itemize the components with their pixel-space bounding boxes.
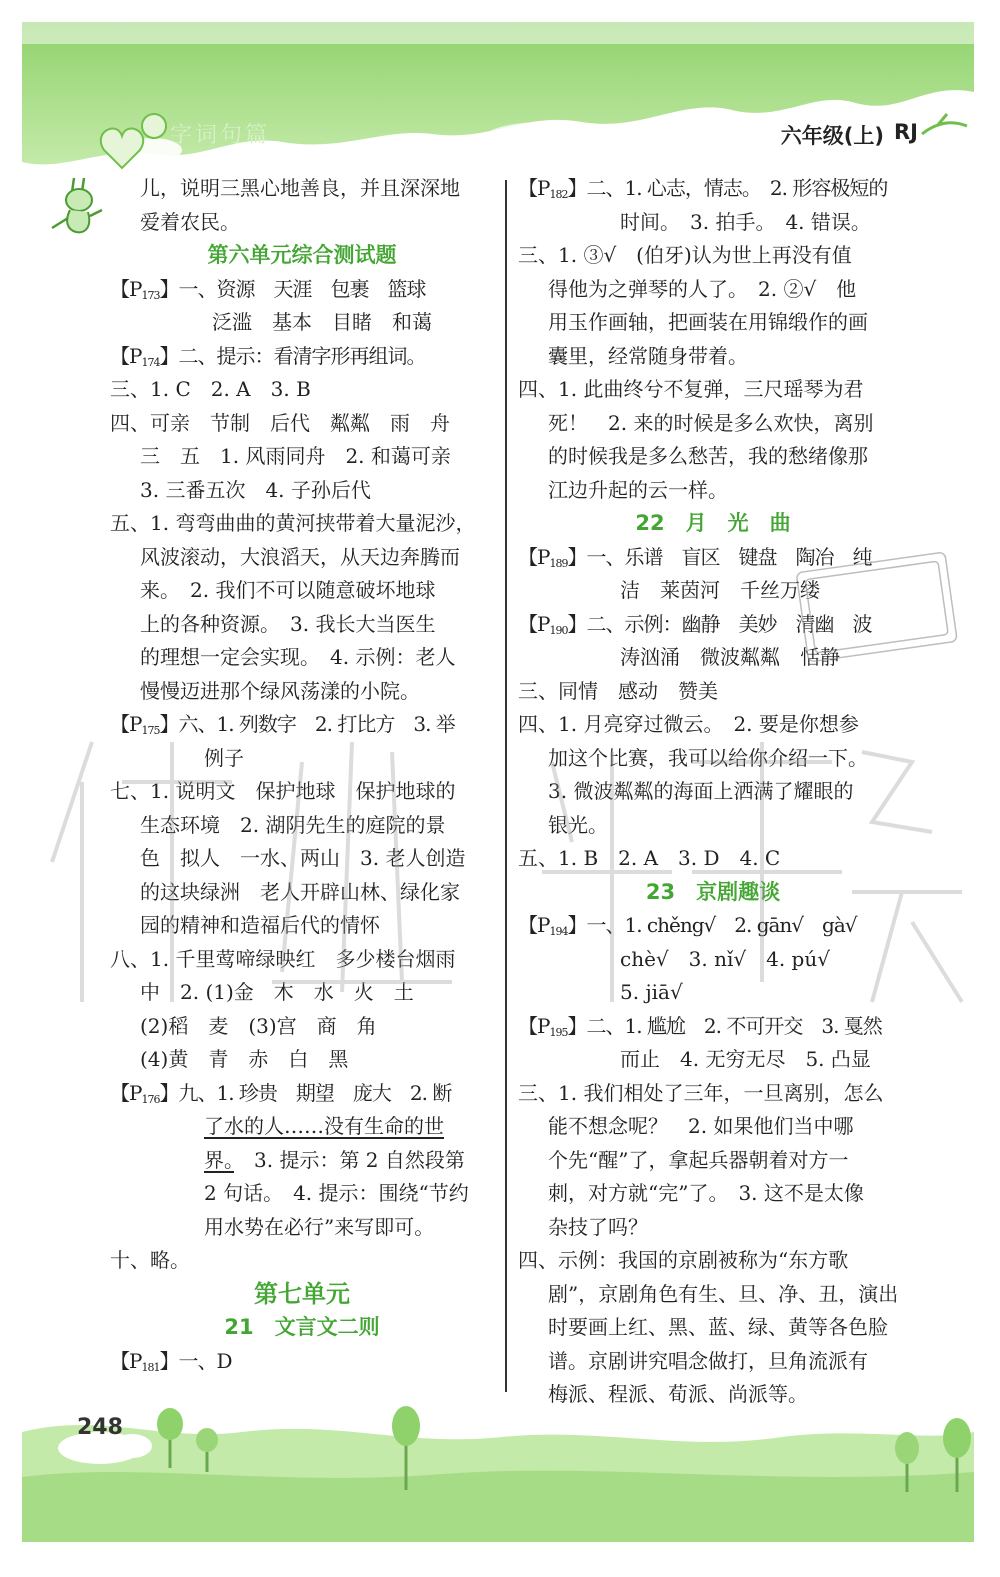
page-ref: 【P <box>518 611 550 636</box>
page-ref: 【P <box>518 544 550 569</box>
answer-line <box>110 541 494 575</box>
answer-text: 加这个比赛，我可以给你介绍一下。 <box>548 745 868 770</box>
answer-line <box>518 1278 908 1312</box>
answer-line <box>110 273 494 307</box>
answer-text: (2)稻 麦 (3)宫 商 角 <box>140 1013 377 1038</box>
answer-text: 园的精神和造福后代的情怀 <box>140 913 380 937</box>
answer-line <box>518 1043 908 1077</box>
answer-line <box>110 1144 494 1178</box>
left-column <box>110 172 494 1378</box>
rabbit-mascot-icon <box>46 170 106 240</box>
page-ref: 【P <box>110 276 142 301</box>
answer-text: 三 五 1. 风雨同舟 2. 和蔼可亲 <box>140 444 451 468</box>
answer-line <box>110 1010 494 1044</box>
answer-line <box>518 273 908 307</box>
answer-line <box>110 742 494 776</box>
answer-text: 了水的人……没有生命的世 <box>204 1114 444 1138</box>
answer-text: 四、1. 此曲终兮不复弹，三尺瑶琴为君 <box>518 377 864 401</box>
answer-text: 囊里，经常随身带着。 <box>548 343 748 368</box>
answer-line <box>518 775 908 809</box>
answer-line <box>110 1177 494 1211</box>
answer-text: 】九、1. 珍贵 期望 庞大 2. 断 <box>159 1080 452 1105</box>
page-ref-number: 189 <box>549 556 568 570</box>
answer-line <box>110 842 494 876</box>
answer-text: 生态环境 2. 湖阴先生的庭院的景 <box>140 812 446 837</box>
answer-text: 个先“醒”了，拿起兵器朝着对方一 <box>548 1147 849 1172</box>
edition-label: RJ <box>894 120 918 144</box>
answer-line <box>518 373 908 407</box>
answer-text: 儿，说明三黑心地善良，并且深深地 <box>140 176 460 200</box>
answer-text: 】二、提示：看清字形再组词。 <box>159 343 426 368</box>
answer-line <box>518 1311 908 1345</box>
answer-line <box>518 474 908 508</box>
section-heading: 22 月 光 曲 <box>635 511 791 535</box>
answer-line <box>518 1177 908 1211</box>
stamp-mark <box>792 552 962 667</box>
answer-text: 的这块绿洲 老人开辟山林、绿化家 <box>140 879 460 904</box>
column-divider <box>505 180 507 1392</box>
answer-text: 】一、1. chěng√ 2. gān√ gà√ <box>567 913 857 937</box>
answer-text: 5. jiā√ <box>620 980 683 1004</box>
answer-text: 四、1. 月亮穿过微云。 2. 要是你想参 <box>518 712 859 736</box>
answer-line <box>110 1110 494 1144</box>
answer-text: 谱。京剧讲究唱念做打，旦角流派有 <box>548 1348 868 1373</box>
answer-text: 七、1. 说明文 保护地球 保护地球的 <box>110 779 456 803</box>
answer-line <box>110 340 494 374</box>
underlined-text: 界。 <box>204 1147 234 1172</box>
answer-line <box>110 943 494 977</box>
answer-line <box>518 440 908 474</box>
answer-text: (4)黄 青 赤 白 黑 <box>140 1047 349 1071</box>
page-ref: 【P <box>110 1080 142 1105</box>
section-heading: 21 文言文二则 <box>224 1315 380 1339</box>
answer-line <box>110 641 494 675</box>
answer-line <box>518 943 908 977</box>
answer-text: 3. 微波粼粼的海面上洒满了耀眼的 <box>548 779 854 803</box>
page-ref: 【P <box>518 1013 550 1038</box>
answer-line <box>518 675 908 709</box>
answer-line <box>110 775 494 809</box>
answer-text: 杂技了吗？ <box>548 1214 648 1239</box>
page-ref: 【P <box>518 176 550 200</box>
grade-label: 六年级(上) <box>780 124 884 148</box>
answer-text: 江边升起的云一样。 <box>548 477 728 502</box>
answer-text: 三、1. 我们相处了三年，一旦离别，怎么 <box>518 1080 884 1105</box>
answer-line <box>518 206 908 240</box>
answer-line <box>110 675 494 709</box>
answer-text: 得他为之弹琴的人了。 2. ②√ 他 <box>548 276 857 301</box>
answer-text: 五、1. 弯弯曲曲的黄河挟带着大量泥沙， <box>110 511 476 535</box>
answer-line <box>518 1077 908 1111</box>
answer-text: 】二、1. 心志，情志。 2. 形容极短的 <box>567 176 888 200</box>
answer-line <box>518 340 908 374</box>
answer-text: 三、同情 感动 赞美 <box>518 678 718 703</box>
answer-line <box>518 306 908 340</box>
answer-line <box>518 909 908 943</box>
answer-text: 而止 4. 无穷无尽 5. 凸显 <box>620 1047 871 1071</box>
answer-line <box>110 507 494 541</box>
answer-text: 用水势在必行”来写即可。 <box>204 1214 435 1239</box>
answer-text: 泛滥 基本 目睹 和蔼 <box>212 310 432 334</box>
answer-text: 涛汹涌 微波粼粼 恬静 <box>620 645 840 669</box>
answer-text: 爱着农民。 <box>140 209 240 234</box>
answer-text: 色 拟人 一水、两山 3. 老人创造 <box>140 846 466 870</box>
answer-text: chè√ 3. nǐ√ 4. pú√ <box>620 946 830 971</box>
answer-line <box>110 407 494 441</box>
page-ref-number: 174 <box>141 355 160 369</box>
answer-text: 】一、资源 天涯 包裹 篮球 <box>159 276 426 301</box>
answer-text: 用玉作画轴，把画装在用锦缎作的画 <box>548 310 868 334</box>
answer-text: 银光。 <box>548 812 608 837</box>
answer-line <box>110 172 494 206</box>
section-heading: 第七单元 <box>254 1279 350 1308</box>
page-ref: 【P <box>110 712 142 736</box>
page <box>22 22 974 1542</box>
answer-text: 八、1. 千里莺啼绿映红 多少楼台烟雨 <box>110 946 456 971</box>
answer-text: 的时候我是多么愁苦，我的愁绪像那 <box>548 444 868 468</box>
answer-text: 死！ 2. 来的时候是多么欢快，离别 <box>548 410 874 435</box>
answer-line <box>110 809 494 843</box>
answer-text: 】二、1. 尴尬 2. 不可开交 3. 戛然 <box>567 1013 882 1038</box>
answer-line <box>110 1077 494 1111</box>
answer-line <box>110 708 494 742</box>
page-ref-number: 175 <box>141 724 160 737</box>
section-heading: 23 京剧趣谈 <box>645 879 781 904</box>
answer-line <box>110 440 494 474</box>
answer-text: 3. 提示：第 2 自然段第 <box>234 1147 465 1172</box>
answer-line <box>518 742 908 776</box>
footer-banner <box>22 1392 974 1542</box>
answer-line <box>110 206 494 240</box>
answer-line <box>518 1010 908 1044</box>
answer-line <box>110 1211 494 1245</box>
answer-text: 十、略。 <box>110 1248 190 1272</box>
answer-text: 上的各种资源。 3. 我长大当医生 <box>140 611 436 636</box>
answer-text: 中 2. (1)金 木 水 火 土 <box>140 980 414 1004</box>
answer-line <box>110 306 494 340</box>
answer-text: 】二、示例：幽静 美妙 清幽 波 <box>567 611 872 636</box>
answer-line <box>110 1244 494 1278</box>
answer-text: 时要画上红、黑、蓝、绿、黄等各色脸 <box>548 1315 888 1339</box>
answer-line <box>518 842 908 876</box>
answer-text: 四、示例：我国的京剧被称为“东方歌 <box>518 1248 849 1272</box>
answer-text: 梅派、程派、荀派、尚派等。 <box>548 1382 808 1406</box>
answer-line <box>518 1345 908 1379</box>
page-ref-number: 195 <box>549 1025 568 1039</box>
answer-line <box>110 373 494 407</box>
page-ref-number: 194 <box>549 925 568 938</box>
answer-text: 刺，对方就“完”了。 3. 这不是太像 <box>548 1181 864 1205</box>
page-ref-number: 181 <box>141 1360 160 1374</box>
answer-line <box>518 809 908 843</box>
page-ref-number: 176 <box>141 1092 160 1106</box>
answer-text: 】一、乐谱 盲区 键盘 陶冶 纯 <box>567 544 872 569</box>
page-ref: 【P <box>518 913 550 937</box>
answer-line <box>518 1244 908 1278</box>
right-column <box>518 172 908 1412</box>
answer-text: 慢慢迈进那个绿风荡漾的小院。 <box>140 678 420 703</box>
answer-line <box>518 976 908 1010</box>
answer-line <box>518 708 908 742</box>
answer-line <box>110 909 494 943</box>
answer-text: 三、1. C 2. A 3. B <box>110 377 311 401</box>
answer-line <box>110 608 494 642</box>
page-ref-number: 190 <box>549 623 568 637</box>
answer-text: 三、1. ③√ (伯牙)认为世上再没有值 <box>518 243 852 267</box>
page-number: 248 <box>77 1415 123 1440</box>
answer-line <box>110 1345 494 1379</box>
answer-line <box>518 1144 908 1178</box>
page-ref-number: 182 <box>549 188 568 201</box>
answer-line <box>518 1110 908 1144</box>
answer-text: 3. 三番五次 4. 子孙后代 <box>140 477 371 502</box>
answer-line <box>110 574 494 608</box>
answer-text: 剧”，京剧角色有生、旦、净、丑，演出 <box>548 1281 899 1306</box>
page-ref: 【P <box>110 343 142 368</box>
answer-line <box>110 876 494 910</box>
answer-text: 来。 2. 我们不可以随意破坏地球 <box>140 578 436 602</box>
answer-text: 洁 莱茵河 千丝万缕 <box>620 578 820 602</box>
answer-line <box>110 1043 494 1077</box>
answer-text: 例子 <box>204 745 244 770</box>
answer-line <box>518 172 908 206</box>
answer-text: 】六、1. 列数字 2. 打比方 3. 举 <box>159 712 455 736</box>
page-ref-number: 173 <box>141 288 160 302</box>
answer-line <box>518 407 908 441</box>
answer-text: 能不想念呢？ 2. 如果他们当中哪 <box>548 1114 854 1138</box>
answer-text: 时间。 3. 拍手。 4. 错误。 <box>620 209 871 234</box>
answer-text: 五、1. B 2. A 3. D 4. C <box>518 846 781 870</box>
answer-text: 四、可亲 节制 后代 粼粼 雨 舟 <box>110 410 450 435</box>
page-ref: 【P <box>110 1348 142 1373</box>
answer-line <box>110 474 494 508</box>
answer-text: 2 句话。 4. 提示：围绕“节约 <box>204 1181 469 1205</box>
section-title: 字词句篇 <box>170 123 271 148</box>
answer-text: 】一、D <box>159 1348 232 1373</box>
section-heading: 第六单元综合测试题 <box>207 243 397 267</box>
answer-text: 风波滚动，大浪滔天，从天边奔腾而 <box>140 544 460 569</box>
answer-line <box>518 1211 908 1245</box>
answer-line <box>518 239 908 273</box>
answer-text: 的理想一定会实现。 4. 示例：老人 <box>140 645 456 669</box>
answer-line <box>110 976 494 1010</box>
